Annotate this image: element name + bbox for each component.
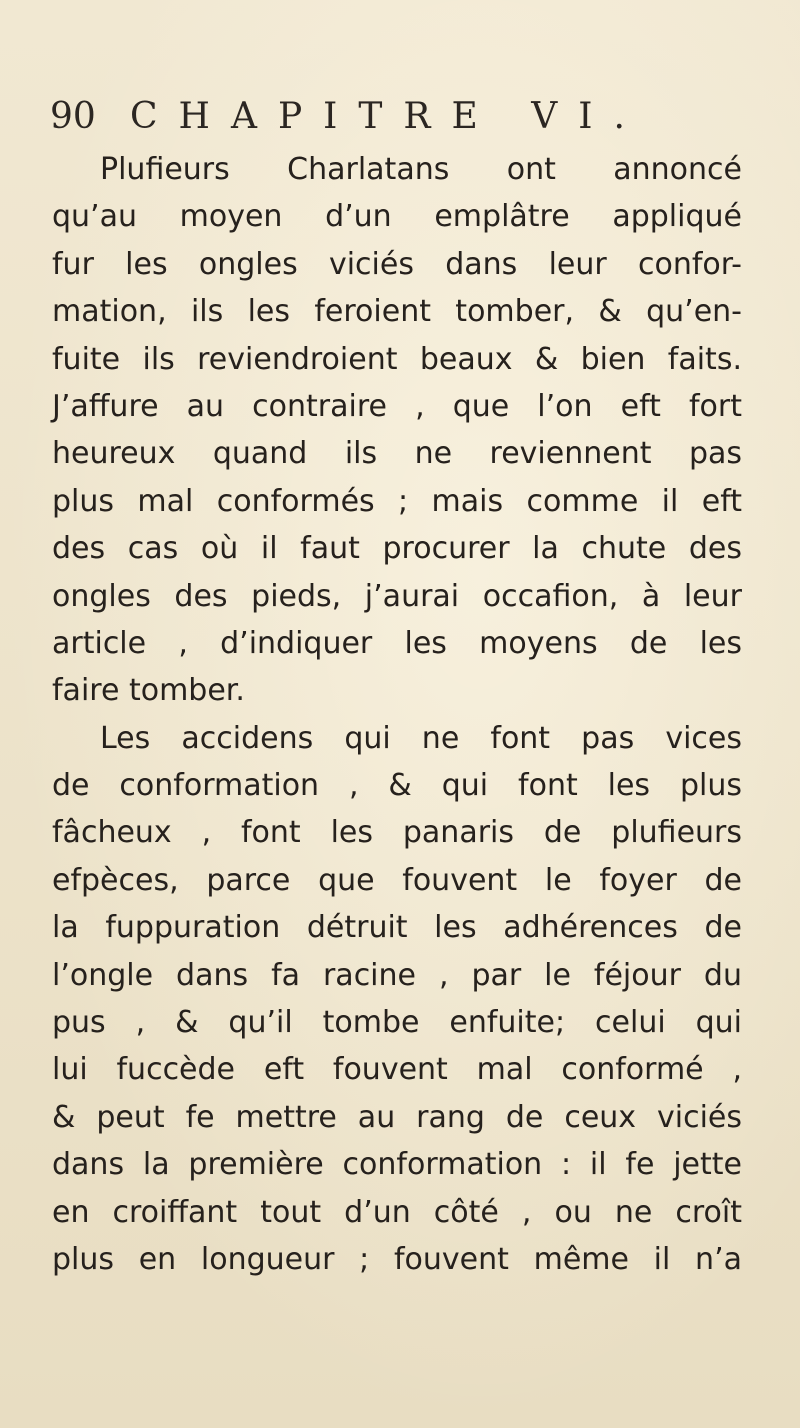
page-number: 90	[50, 96, 96, 137]
body-text	[52, 146, 742, 1283]
text-line: dans la première conformation : il fe jette	[52, 1147, 742, 1183]
page-header	[50, 92, 770, 142]
text-line: lui fuccède eft fouvent mal conformé ,	[52, 1052, 742, 1088]
text-line: article , d’indiquer les moyens de les	[52, 625, 742, 661]
text-line: fur les ongles viciés dans leur confor-	[52, 246, 742, 282]
text-line: Les accidens qui ne font pas vices	[100, 720, 742, 756]
text-line: de conformation , & qui font les plus	[52, 768, 742, 804]
text-line: efpèces, parce que fouvent le foyer de	[52, 862, 742, 898]
text-line: en croiffant tout d’un côté , ou ne croît	[52, 1194, 742, 1230]
text-line: plus en longueur ; fouvent même il n’a	[52, 1241, 742, 1277]
text-line: ongles des pieds, j’aurai occafion, à leur	[52, 578, 742, 614]
chapter-title: CHAPITRE VI.	[130, 96, 646, 137]
text-line: fâcheux , font les panaris de plufieurs	[52, 815, 742, 851]
text-line: des cas où il faut procurer la chute des	[52, 531, 742, 567]
text-line: plus mal conformés ; mais comme il eft	[52, 483, 742, 519]
text-line: pus , & qu’il tombe enfuite; celui qui	[52, 1005, 742, 1041]
text-line: J’affure au contraire , que l’on eft fort	[52, 388, 742, 424]
text-line: l’ongle dans fa racine , par le féjour du	[52, 957, 742, 993]
text-line: heureux quand ils ne reviennent pas	[52, 436, 742, 472]
text-line: qu’au moyen d’un emplâtre appliqué	[52, 199, 742, 235]
text-line: & peut fe mettre au rang de ceux viciés	[52, 1099, 742, 1135]
text-line: fuite ils reviendroient beaux & bien faits.	[52, 341, 742, 377]
text-line: mation, ils les feroient tomber, & qu’en-	[52, 294, 742, 330]
text-line: faire tomber.	[52, 673, 245, 709]
text-line: la fuppuration détruit les adhérences de	[52, 910, 742, 946]
text-line: Plufieurs Charlatans ont annoncé	[100, 152, 742, 187]
